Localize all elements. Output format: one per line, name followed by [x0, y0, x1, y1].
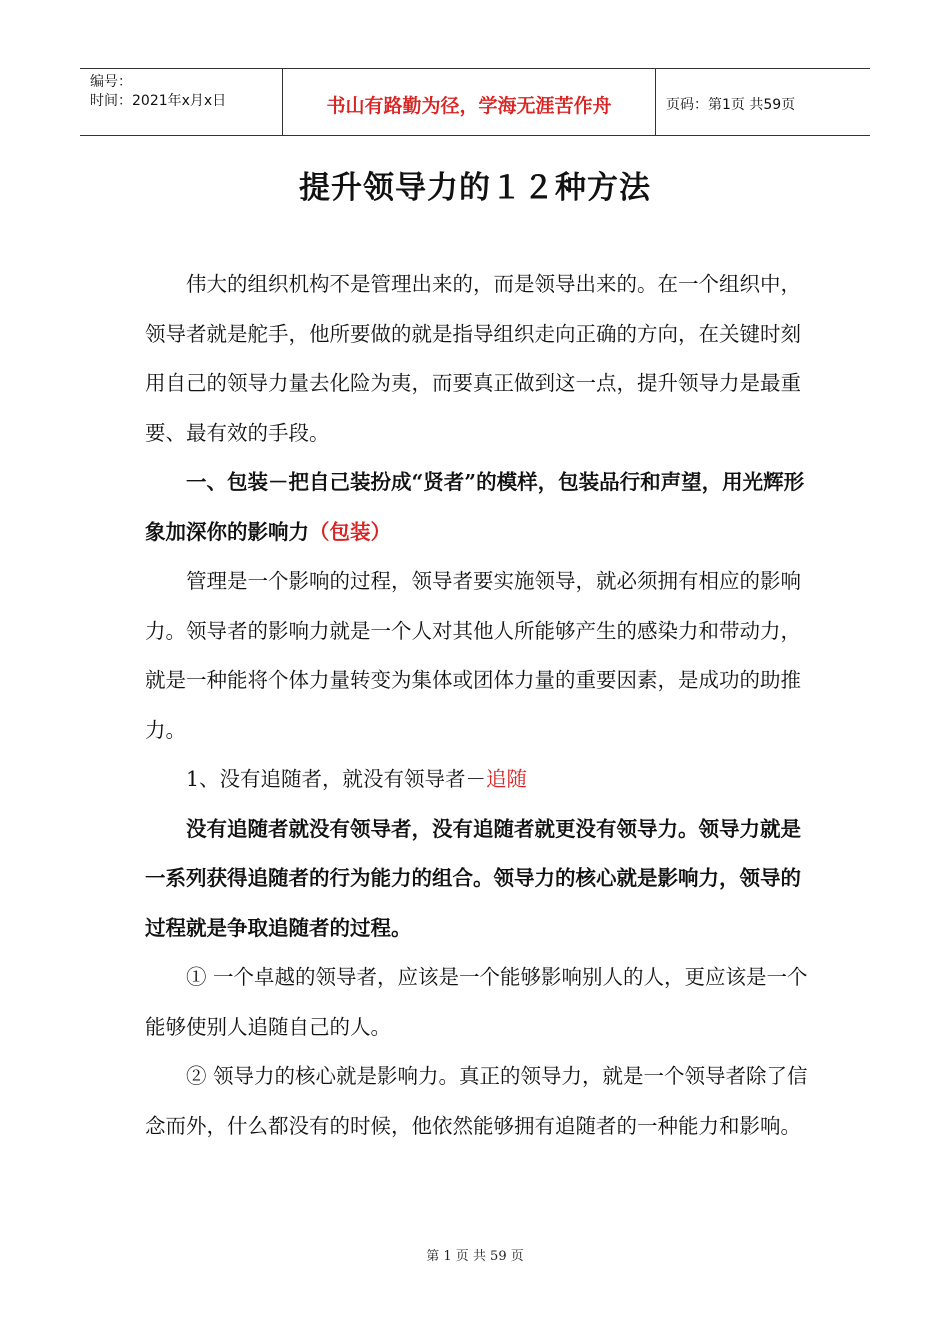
point-heading-text: 1、没有追随者，就没有领导者－: [186, 767, 487, 791]
document-body: [145, 260, 815, 1151]
document-title: 提升领导力的１２种方法: [299, 170, 651, 206]
body-paragraph: 管理是一个影响的过程，领导者要实施领导，就必须拥有相应的影响力。领导者的影响力就是一个人对其他人所能够产生的感染力和带动力，就是一种能将个体力量转变为集体或团体力量的重要因素，是成功的助推力。: [145, 569, 801, 742]
section-heading: [145, 458, 815, 557]
list-item-2: ② 领导力的核心就是影响力。真正的领导力，就是一个领导者除了信念而外，什么都没有的时候，他依然能够拥有追随者的一种能力和影响。: [145, 1064, 808, 1138]
document-header: [80, 68, 870, 136]
point-heading: [145, 755, 815, 805]
intro-paragraph: 伟大的组织机构不是管理出来的，而是领导出来的。在一个组织中，领导者就是舵手，他所要做的就是指导组织走向正确的方向，在关键时刻用自己的领导力量去化险为夷，而要真正做到这一点，提升领导力是最重要、最有效的手段。: [145, 272, 801, 445]
header-page-info: 页码：第1页 共59页: [666, 97, 796, 113]
section-heading-tag: （包装）: [309, 519, 391, 544]
section-heading-text: 一、包装－把自己装扮成“贤者”的模样，包装品行和声望，用光辉形象加深你的影响力: [145, 470, 805, 544]
number-label: 编号：: [90, 74, 132, 90]
point-heading-tag: 追随: [486, 767, 528, 791]
page-footer: 第 1 页 共 59 页: [426, 1249, 524, 1264]
header-meta: [80, 69, 282, 135]
header-motto: 书山有路勤为径，学海无涯苦作舟: [282, 69, 656, 135]
time-label: 时间：2021年x月x日: [90, 93, 227, 109]
list-item-1: ① 一个卓越的领导者，应该是一个能够影响别人的人，更应该是一个能够使别人追随自己的人。: [145, 965, 808, 1039]
bold-paragraph: 没有追随者就没有领导者，没有追随者就更没有领导力。领导力就是一系列获得追随者的行为能力的组合。领导力的核心就是影响力，领导的过程就是争取追随者的过程。: [145, 816, 801, 940]
